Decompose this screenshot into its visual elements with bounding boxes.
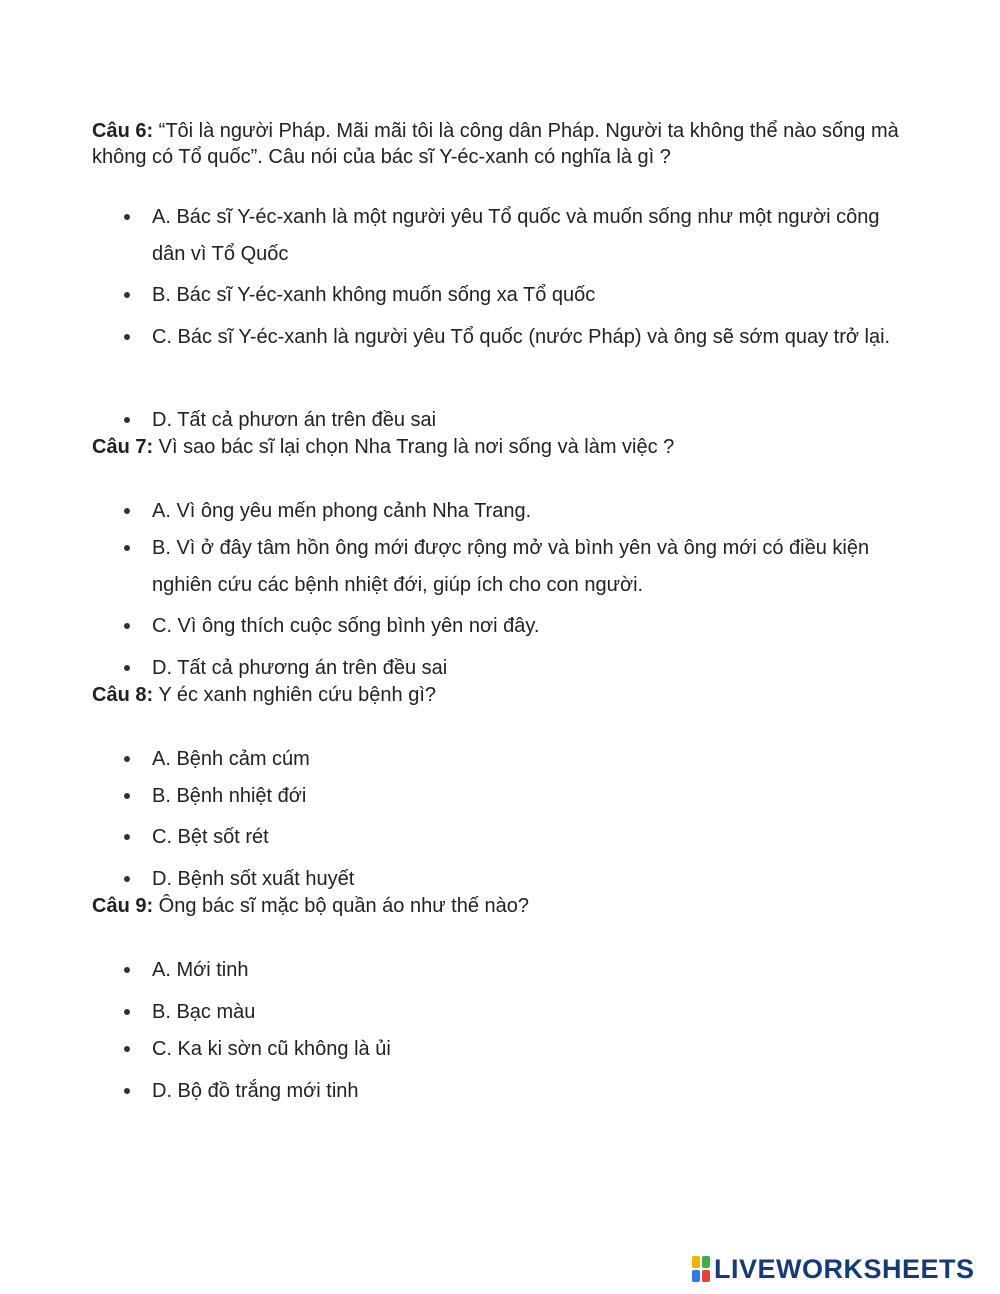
question-label: Câu 7: xyxy=(92,436,154,458)
bullet-icon xyxy=(124,665,130,671)
question-6 xyxy=(92,118,912,170)
option-text: C. Bác sĩ Y-éc-xanh là người yêu Tổ quốc (nước Pháp) và ông sẽ sớm quay trở lại. xyxy=(152,326,891,348)
bullet-icon xyxy=(124,793,130,799)
option-text: B. Bệnh nhiệt đới xyxy=(152,785,307,807)
bullet-icon xyxy=(124,876,130,882)
logo-square-2 xyxy=(702,1256,710,1268)
option-c[interactable] xyxy=(152,608,912,645)
option-text: B. Bác sĩ Y-éc-xanh không muốn sống xa Tổ quốc xyxy=(152,284,596,306)
bullet-icon xyxy=(124,417,130,423)
bullet-icon xyxy=(124,1009,130,1015)
question-text: Ông bác sĩ mặc bộ quần áo như thế nào? xyxy=(153,895,529,917)
logo-text: LIVEWORKSHEETS xyxy=(714,1254,975,1284)
bullet-icon xyxy=(124,756,130,762)
option-a[interactable] xyxy=(152,493,912,530)
bullet-icon xyxy=(124,334,130,340)
question-label: Câu 6: xyxy=(92,120,154,142)
option-text: A. Vì ông yêu mến phong cảnh Nha Trang. xyxy=(152,500,532,522)
option-text: D. Bệnh sốt xuất huyết xyxy=(152,868,355,890)
option-text: D. Bộ đồ trắng mới tinh xyxy=(152,1080,359,1102)
question-text: Y éc xanh nghiên cứu bệnh gì? xyxy=(153,684,436,706)
question-text: Vì sao bác sĩ lại chọn Nha Trang là nơi sống và làm việc ? xyxy=(153,436,675,458)
bullet-icon xyxy=(124,834,130,840)
bullet-icon xyxy=(124,292,130,298)
option-text: A. Bác sĩ Y-éc-xanh là một người yêu Tổ quốc và muốn sống như một người công dân vì Tổ Quốc xyxy=(152,206,880,265)
bullet-icon xyxy=(124,967,130,973)
question-text: “Tôi là người Pháp. Mãi mãi tôi là công dân Pháp. Người ta không thể nào sống mà không có Tổ quốc”. Câu nói của bác sĩ Y-éc-xanh có nghĩa là gì ? xyxy=(92,120,899,168)
option-text: A. Mới tinh xyxy=(152,959,249,981)
option-text: D. Tất cả phương án trên đều sai xyxy=(152,657,448,679)
option-b[interactable] xyxy=(152,530,912,604)
option-a[interactable] xyxy=(152,741,912,778)
question-label: Câu 8: xyxy=(92,684,154,706)
logo-mark-icon xyxy=(692,1256,710,1282)
option-text: B. Vì ở đây tâm hồn ông mới được rộng mở và bình yên và ông mới có điều kiện nghiên cứu các bệnh nhiệt đới, giúp ích cho con người. xyxy=(152,537,870,596)
option-text: C. Vì ông thích cuộc sống bình yên nơi đây. xyxy=(152,615,540,637)
option-c[interactable] xyxy=(152,819,912,856)
option-text: B. Bạc màu xyxy=(152,1001,256,1023)
option-b[interactable] xyxy=(152,994,912,1031)
bullet-icon xyxy=(124,623,130,629)
option-text: C. Ka ki sờn cũ không là ủi xyxy=(152,1038,391,1060)
question-9 xyxy=(92,893,912,919)
question-7 xyxy=(92,434,912,460)
bullet-icon xyxy=(124,508,130,514)
option-text: C. Bệt sốt rét xyxy=(152,826,269,848)
option-a[interactable] xyxy=(152,199,912,273)
logo-square-3 xyxy=(692,1270,700,1282)
option-c[interactable] xyxy=(152,319,912,356)
bullet-icon xyxy=(124,545,130,551)
option-c[interactable] xyxy=(152,1031,912,1068)
bullet-icon xyxy=(124,214,130,220)
option-b[interactable] xyxy=(152,778,912,815)
bullet-icon xyxy=(124,1046,130,1052)
logo-square-1 xyxy=(692,1256,700,1268)
logo-square-4 xyxy=(702,1270,710,1282)
question-8 xyxy=(92,682,912,708)
liveworksheets-logo xyxy=(692,1254,975,1284)
option-text: A. Bệnh cảm cúm xyxy=(152,748,310,770)
option-d[interactable] xyxy=(152,1073,912,1110)
question-label: Câu 9: xyxy=(92,895,154,917)
bullet-icon xyxy=(124,1088,130,1094)
option-b[interactable] xyxy=(152,277,912,314)
option-text: D. Tất cả phươn án trên đều sai xyxy=(152,409,437,431)
option-a[interactable] xyxy=(152,952,912,989)
